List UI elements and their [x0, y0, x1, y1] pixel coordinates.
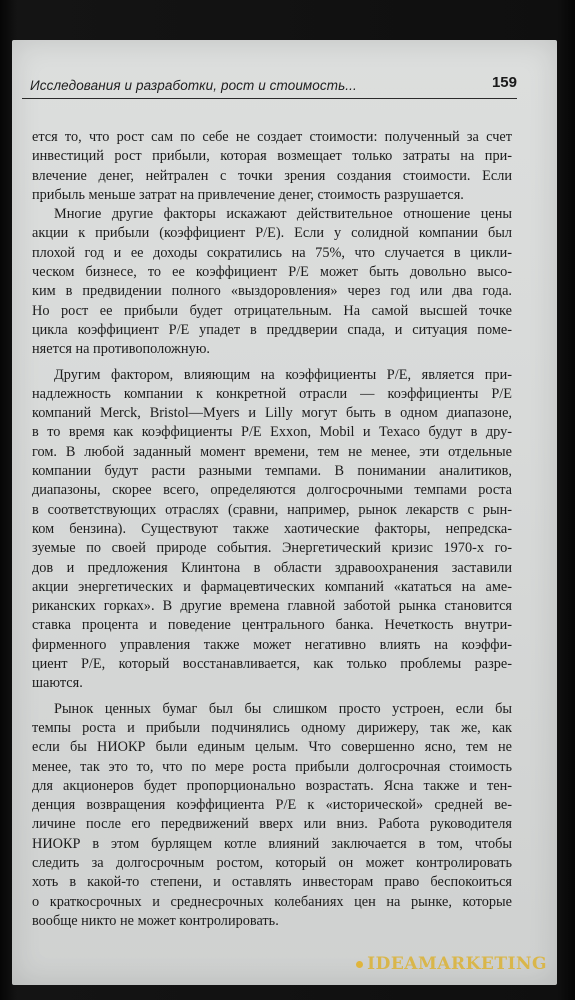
text-line: в то время как коэффициенты P/E Exxon, Mobil и Texaco будут в дру-: [32, 424, 512, 441]
text-line: ким в предвидении полного «выздоровления» через год или два года.: [32, 283, 512, 300]
text-line: акции энергетических и фармацевтических компаний «кататься на аме-: [32, 578, 512, 595]
text-line: Другим фактором, влияющим на коэффициенты P/E, является при-: [54, 366, 512, 383]
text-line: ставка процента и поведение центрального банка. Нечеткость внутри-: [32, 617, 512, 634]
text-line: циент P/E, который восстанавливается, как только проблемы разре-: [32, 656, 512, 673]
running-header: [22, 72, 517, 99]
text-line: надлежность компании к конкретной отрасли — коэффициенты P/E: [32, 385, 512, 402]
text-line: Многие другие факторы искажают действительное отношение цены: [54, 206, 512, 223]
book-page: [12, 40, 557, 985]
show-through-text: [36, 864, 506, 936]
text-line: компаний Merck, Bristol—Myers и Lilly могут быть в одном диапазоне,: [32, 405, 512, 422]
text-line: денция возвращения коэффициента P/E к «исторической» средней ве-: [32, 797, 512, 814]
text-line: для акционеров будет пропорционально возрастать. Ясна также и тен-: [32, 777, 512, 794]
text-line: ется то, что рост сам по себе не создает стоимости: полученный за счет: [32, 129, 512, 145]
text-line: о краткосрочных и среднесрочных колебаниях цен на рынке, которые: [32, 893, 512, 910]
text-line: диапазоны, скорее всего, определяются долгосрочными темпами роста: [32, 482, 512, 499]
text-line: темпы роста и прибыли подчинялись одному дирижеру, так же, как: [32, 719, 512, 736]
text-line: плохой год и ее доходы сократились на 75%, что случается в цикли-: [32, 244, 512, 261]
text-line: НИОКР в этом бурлящем котле влияний заключается в том, чтобы: [32, 835, 512, 852]
text-line: риканских горках». В другие времена главной заботой рынка становится: [32, 598, 512, 615]
text-line: в соответствующих отраслях (сравни, например, рынок лекарств с рын-: [32, 501, 512, 518]
text-line: менее, так это то, что по мере роста прибыли долгосрочная стоимость: [32, 758, 512, 775]
text-line: ческом бизнесе, то ее коэффициент P/E может быть довольно высо-: [32, 264, 512, 281]
watermark-text: IDEAMARKETING: [367, 954, 547, 974]
text-line: фирменного управления также может негативно влиять на коэффи-: [32, 636, 512, 653]
text-line: ком бензина). Существуют также хаотические факторы, непредска-: [32, 520, 512, 537]
text-line: следить за долгосрочным ростом, который он может контролировать: [32, 854, 512, 871]
running-title: Исследования и разработки, рост и стоимость...: [30, 78, 357, 93]
text-line: влечение денег, нейтрален с точки зрения создания стоимости. Если: [32, 167, 512, 184]
text-line: инвестиций рост прибыли, которая возмещает только затраты на при-: [32, 148, 512, 165]
text-line: хоть в какой-то степени, и оставлять инвесторам право беспокоиться: [32, 874, 512, 891]
text-line: зуемые по своей природе события. Энергетический кризис 1970-х го-: [32, 540, 512, 557]
text-line: если бы НИОКР были единым целым. Что совершенно ясно, тем не: [32, 739, 512, 756]
text-line: шаются.: [32, 675, 83, 692]
text-line: личине после его передвижений вверх или вниз. Работа руководителя: [32, 816, 512, 833]
text-line: няется на противоположную.: [32, 341, 210, 358]
text-line: компании будут расти разными темпами. В понимании аналитиков,: [32, 463, 512, 480]
text-line: вообще никто не может контролировать.: [32, 912, 279, 929]
text-line: акции к прибыли (коэффициент P/E). Если у солидной компании был: [32, 225, 512, 242]
text-line: Но рост ее прибыли будет отрицательным. На самой высшей точке: [32, 302, 512, 319]
body-text: [32, 128, 512, 931]
text-line: цикла коэффициент P/E упадет в преддверии спада, и ситуация поме-: [32, 321, 512, 338]
text-line: Рынок ценных бумаг был бы слишком просто устроен, если бы: [54, 700, 512, 717]
text-line: гом. В любой заданный момент времени, тем не менее, эти отдельные: [32, 443, 512, 460]
text-line: дов и предложения Клинтона в области здравоохранения заставили: [32, 559, 512, 576]
page-number: 159: [491, 74, 517, 91]
text-line: прибыль меньше затрат на привлечение денег, стоимость разрушается.: [32, 186, 464, 203]
watermark: [356, 954, 547, 974]
watermark-logo-icon: [356, 961, 363, 968]
